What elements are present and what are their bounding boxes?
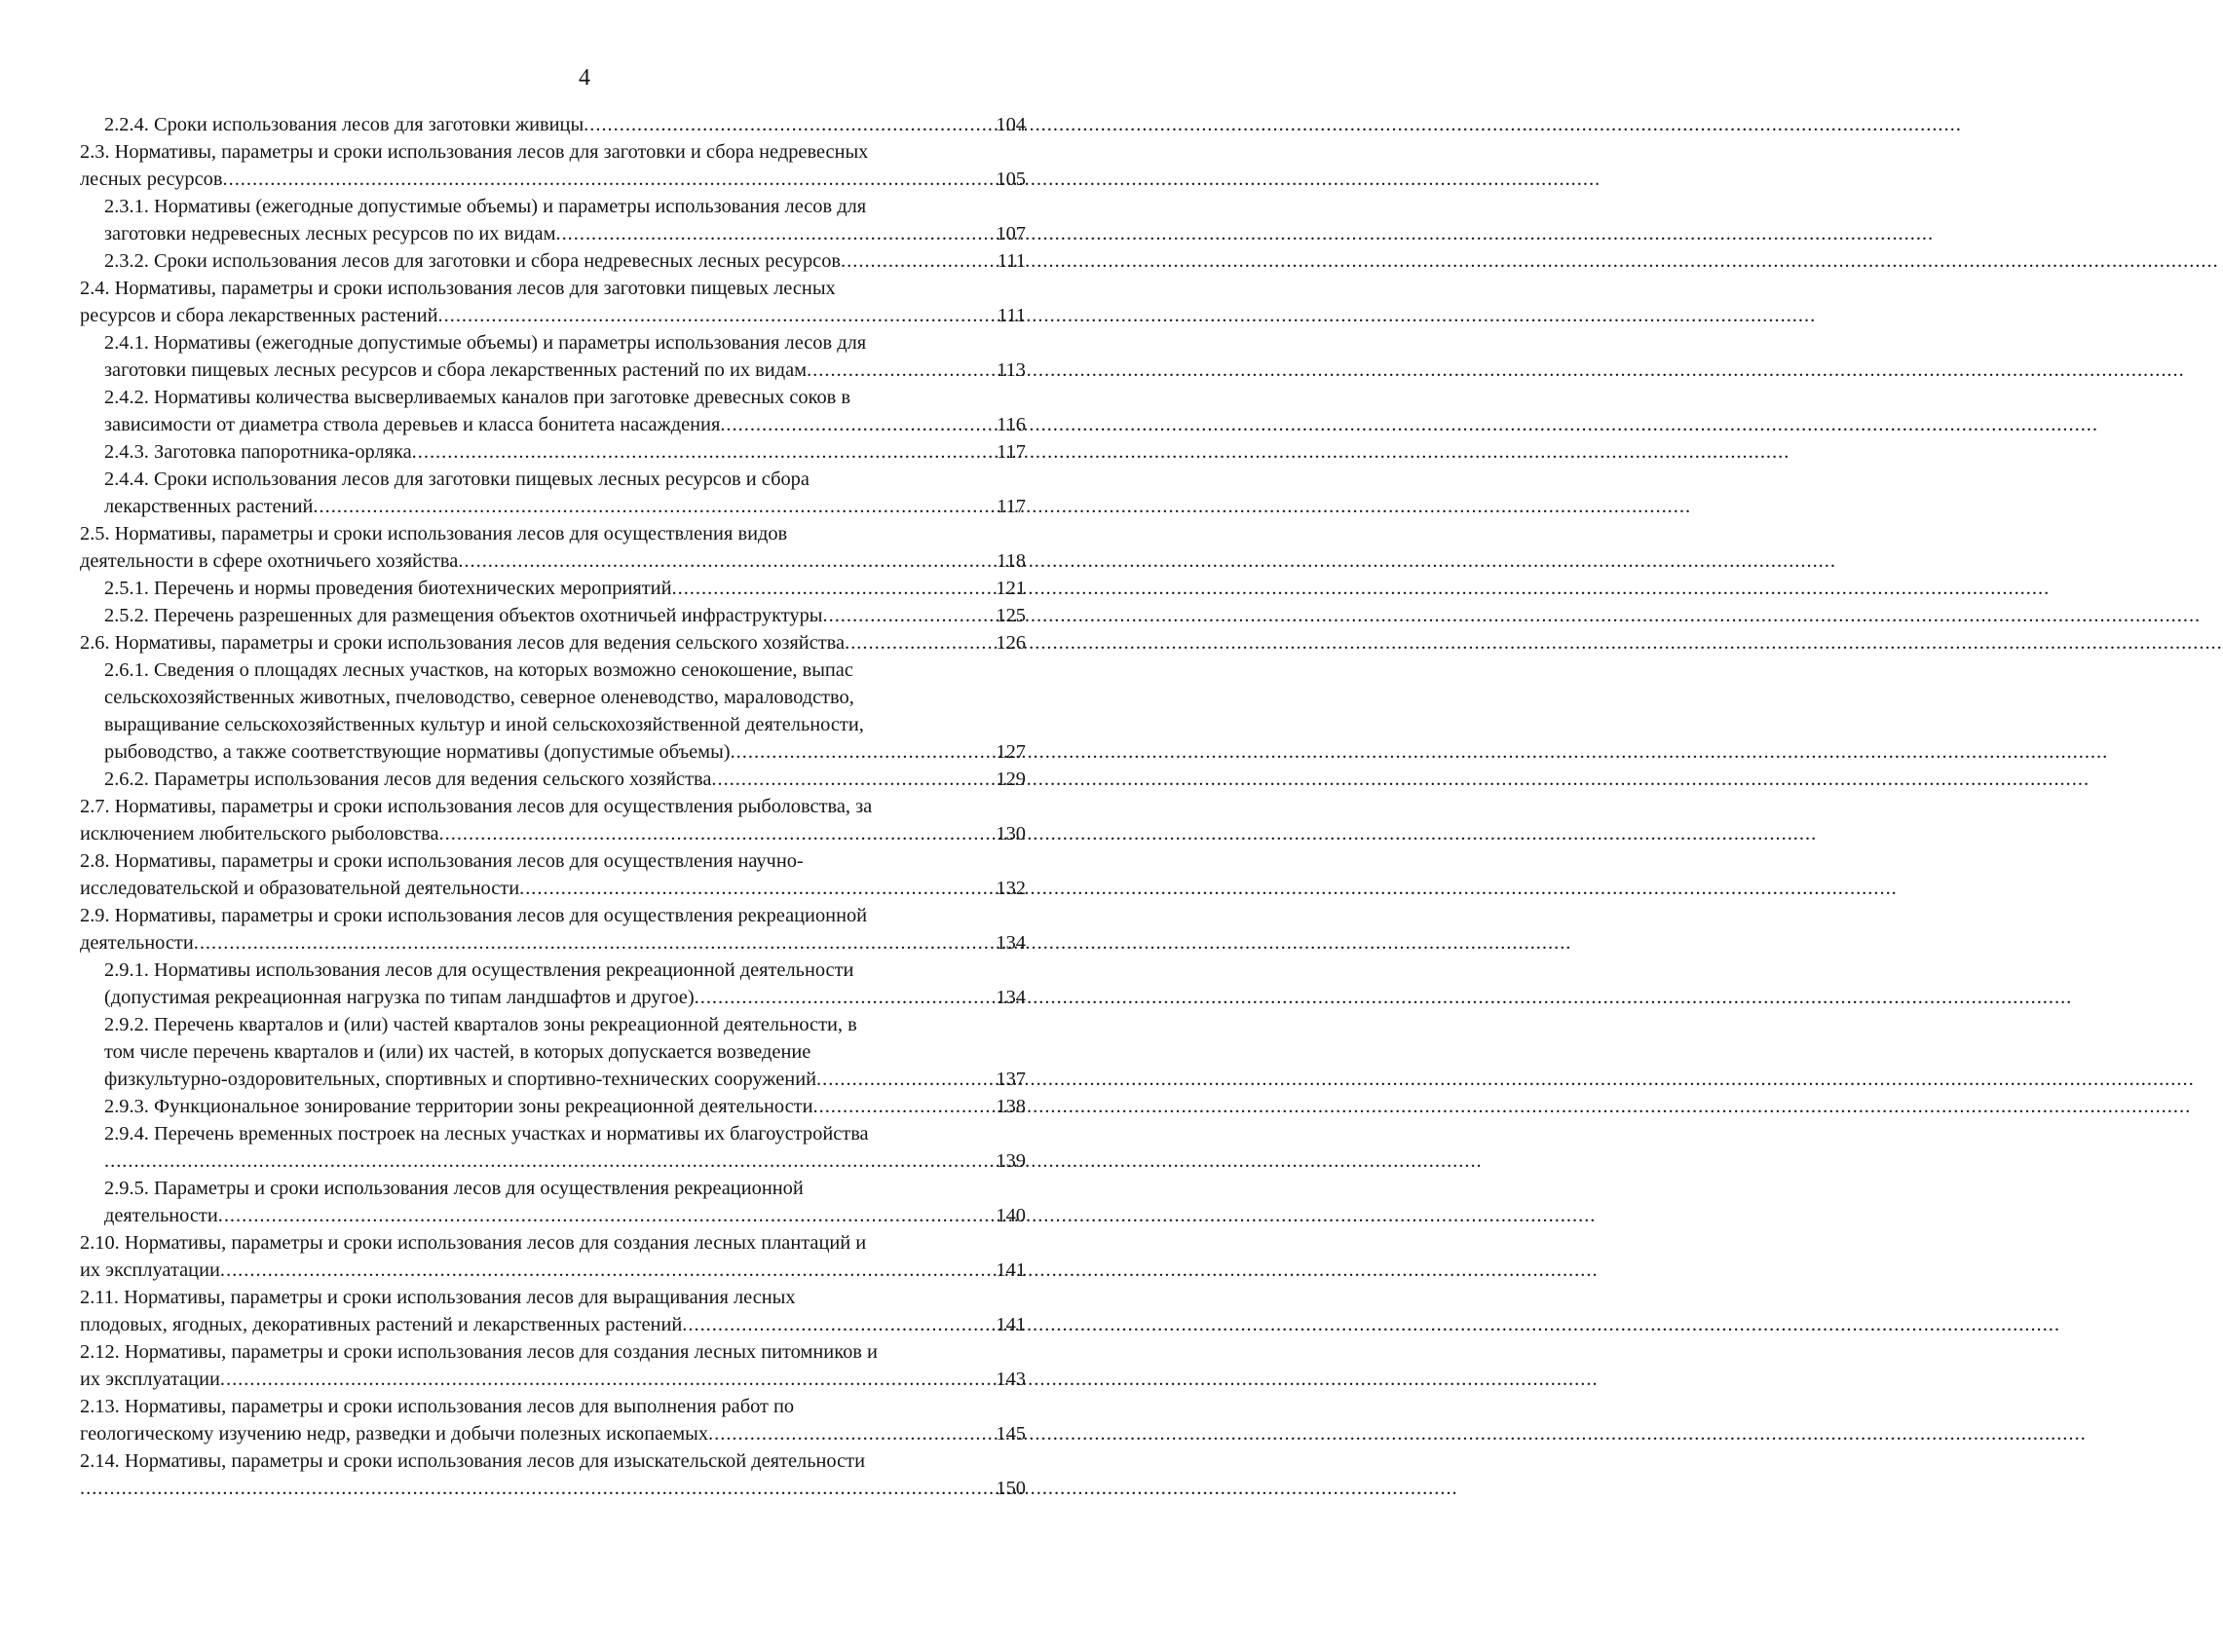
toc-entry-text: 2.6.2. Параметры использования лесов для ведения сельского хозяйства	[104, 769, 712, 790]
toc-entry-text: сельскохозяйственных животных, пчеловодство, северное оленеводство, мараловодство,	[104, 687, 854, 708]
toc-entry[interactable]	[80, 657, 1026, 766]
toc-entry-text: 2.2.4. Сроки использования лесов для заготовки живицы	[104, 114, 584, 135]
toc-page-number: 118	[997, 550, 1026, 572]
dot-leader	[845, 629, 996, 657]
toc-entry-text: лекарственных растений	[104, 496, 314, 517]
toc-page-number: 141	[996, 1259, 1026, 1281]
toc-page-number: 107	[996, 223, 1026, 244]
toc-page-number: 113	[997, 359, 1026, 381]
toc-entry-text: лесных ресурсов	[80, 169, 223, 190]
dot-leader	[731, 738, 997, 766]
toc-page-number: 116	[997, 414, 1026, 435]
toc-entry[interactable]	[80, 193, 1026, 247]
toc-entry-text: исследовательской и образовательной деятельности	[80, 878, 520, 899]
toc-entry[interactable]	[80, 1011, 1026, 1093]
toc-entry[interactable]	[80, 1447, 1026, 1502]
toc-entry-text: плодовых, ягодных, декоративных растений и лекарственных растений	[80, 1314, 683, 1335]
toc-entry-text: физкультурно-оздоровительных, спортивных и спортивно-технических сооружений	[104, 1069, 817, 1090]
toc-entry-text: 2.9.3. Функциональное зонирование территории зоны рекреационной деятельности	[104, 1096, 813, 1117]
toc-entry[interactable]	[80, 438, 1026, 466]
toc-entry[interactable]	[80, 384, 1026, 438]
dot-leader	[555, 220, 996, 247]
toc-entry-text: геологическому изучению недр, разведки и добычи полезных ископаемых	[80, 1423, 709, 1445]
page-number: 4	[579, 65, 590, 91]
toc-entry[interactable]	[80, 1229, 1026, 1284]
toc-entry-text: их эксплуатации	[80, 1259, 220, 1281]
toc-entry[interactable]	[80, 1093, 1026, 1120]
dot-leader	[807, 357, 997, 384]
table-of-contents	[80, 111, 1026, 1502]
toc-page-number: 111	[997, 305, 1026, 326]
toc-entry-text: 2.7. Нормативы, параметры и сроки использования лесов для осуществления рыболовства, за	[80, 796, 873, 817]
toc-entry[interactable]	[80, 275, 1026, 329]
toc-entry[interactable]	[80, 1338, 1026, 1393]
toc-entry[interactable]	[80, 1284, 1026, 1338]
toc-page-number: 117	[997, 441, 1026, 463]
toc-page-number: 121	[996, 578, 1026, 599]
dot-leader	[519, 875, 996, 902]
toc-page-number: 143	[996, 1369, 1026, 1390]
toc-page-number: 104	[996, 114, 1026, 135]
toc-entry-text: 2.11. Нормативы, параметры и сроки использования лесов для выращивания лесных	[80, 1287, 796, 1308]
toc-entry[interactable]	[80, 247, 1026, 275]
dot-leader	[458, 547, 997, 575]
dot-leader	[220, 1366, 997, 1393]
dot-leader	[218, 1202, 997, 1229]
toc-entry-text: 2.6. Нормативы, параметры и сроки использования лесов для ведения сельского хозяйства	[80, 632, 846, 654]
toc-entry-text: 2.4.1. Нормативы (ежегодные допустимые объемы) и параметры использования лесов для	[104, 332, 867, 354]
dot-leader	[584, 111, 996, 138]
toc-page-number: 141	[996, 1314, 1026, 1335]
toc-entry-text: 2.8. Нормативы, параметры и сроки использования лесов для осуществления научно-	[80, 850, 804, 872]
toc-page-number: 139	[996, 1150, 1026, 1172]
toc-page-number: 145	[996, 1423, 1026, 1445]
dot-leader	[823, 602, 997, 629]
toc-entry[interactable]	[80, 466, 1026, 520]
toc-entry-text: 2.5.2. Перечень разрешенных для размещения объектов охотничьей инфраструктуры	[104, 605, 823, 626]
dot-leader	[412, 438, 998, 466]
toc-entry-text: 2.6.1. Сведения о площадях лесных участков, на которых возможно сенокошение, выпас	[104, 659, 853, 681]
toc-entry-text: 2.3.1. Нормативы (ежегодные допустимые объемы) и параметры использования лесов для	[104, 196, 867, 217]
dot-leader	[439, 820, 997, 847]
toc-page-number: 132	[996, 878, 1026, 899]
toc-entry[interactable]	[80, 957, 1026, 1011]
toc-entry-text: 2.4.2. Нормативы количества высверливаемых каналов при заготовке древесных соков в	[104, 387, 851, 408]
toc-entry[interactable]	[80, 1393, 1026, 1447]
toc-page-number: 140	[996, 1205, 1026, 1226]
dot-leader	[104, 1147, 996, 1175]
toc-page-number: 129	[996, 769, 1026, 790]
toc-entry[interactable]	[80, 575, 1026, 602]
toc-entry-text: 2.5. Нормативы, параметры и сроки использования лесов для осуществления видов	[80, 523, 788, 544]
toc-entry-text: 2.9.4. Перечень временных построек на лесных участках и нормативы их благоустройства	[104, 1123, 869, 1145]
toc-entry-text: деятельности	[80, 932, 194, 954]
toc-entry-text: их эксплуатации	[80, 1369, 220, 1390]
toc-entry-text: 2.4.3. Заготовка папоротника-орляка	[104, 441, 412, 463]
dot-leader	[682, 1311, 996, 1338]
dot-leader	[711, 766, 996, 793]
toc-entry-text: 2.5.1. Перечень и нормы проведения биотехнических мероприятий	[104, 578, 672, 599]
toc-entry[interactable]	[80, 602, 1026, 629]
dot-leader	[720, 411, 997, 438]
toc-entry-text: заготовки недревесных лесных ресурсов по их видам	[104, 223, 556, 244]
dot-leader	[841, 247, 998, 275]
toc-entry-text: 2.14. Нормативы, параметры и сроки использования лесов для изыскательской деятельности	[80, 1450, 865, 1472]
dot-leader	[438, 302, 998, 329]
toc-entry-text: 2.9.1. Нормативы использования лесов для осуществления рекреационной деятельности	[104, 959, 854, 981]
toc-entry-text: 2.9.5. Параметры и сроки использования лесов для осуществления рекреационной	[104, 1178, 804, 1199]
toc-page-number: 137	[996, 1069, 1026, 1090]
toc-entry-text: 2.9.2. Перечень кварталов и (или) частей кварталов зоны рекреационной деятельности, в	[104, 1014, 857, 1035]
toc-entry-text: 2.4.4. Сроки использования лесов для заготовки пищевых лесных ресурсов и сбора	[104, 469, 810, 490]
toc-entry-text: 2.9. Нормативы, параметры и сроки использования лесов для осуществления рекреационной	[80, 905, 868, 926]
toc-entry-text: (допустимая рекреационная нагрузка по типам ландшафтов и другое)	[104, 987, 695, 1008]
toc-page-number: 138	[996, 1096, 1026, 1117]
toc-page-number: 126	[996, 632, 1026, 654]
toc-page-number: 111	[997, 250, 1026, 272]
toc-entry[interactable]	[80, 847, 1026, 902]
toc-page-number: 130	[996, 823, 1026, 845]
toc-entry[interactable]	[80, 629, 1026, 657]
dot-leader	[313, 493, 997, 520]
toc-page-number: 134	[996, 932, 1026, 954]
toc-page-number: 150	[996, 1478, 1026, 1499]
toc-entry-text: 2.3.2. Сроки использования лесов для заготовки и сбора недревесных лесных ресурсов	[104, 250, 842, 272]
toc-entry[interactable]	[80, 902, 1026, 957]
dot-leader	[672, 575, 997, 602]
dot-leader	[813, 1093, 997, 1120]
dot-leader	[80, 1475, 996, 1502]
toc-entry-text: ресурсов и сбора лекарственных растений	[80, 305, 438, 326]
dot-leader	[695, 984, 997, 1011]
toc-page-number: 125	[996, 605, 1026, 626]
dot-leader	[220, 1257, 997, 1284]
toc-entry-text: 2.12. Нормативы, параметры и сроки использования лесов для создания лесных питомников и	[80, 1341, 878, 1363]
toc-entry[interactable]	[80, 766, 1026, 793]
toc-entry[interactable]	[80, 1120, 1026, 1175]
toc-page-number: 134	[996, 987, 1026, 1008]
toc-entry-text: выращивание сельскохозяйственных культур и иной сельскохозяйственной деятельности,	[104, 714, 864, 735]
dot-leader	[708, 1420, 996, 1447]
toc-page-number: 117	[997, 496, 1026, 517]
toc-entry-text: 2.10. Нормативы, параметры и сроки использования лесов для создания лесных плантаций и	[80, 1232, 867, 1254]
toc-entry[interactable]	[80, 520, 1026, 575]
toc-entry-text: 2.13. Нормативы, параметры и сроки использования лесов для выполнения работ по	[80, 1396, 795, 1417]
dot-leader	[194, 929, 997, 957]
dot-leader	[816, 1066, 996, 1093]
toc-entry-text: 2.4. Нормативы, параметры и сроки использования лесов для заготовки пищевых лесных	[80, 278, 836, 299]
toc-entry-text: 2.3. Нормативы, параметры и сроки использования лесов для заготовки и сбора недревесных	[80, 141, 869, 163]
toc-page-number: 127	[996, 741, 1026, 763]
toc-entry[interactable]	[80, 793, 1026, 847]
toc-entry[interactable]	[80, 111, 1026, 138]
toc-entry-text: исключением любительского рыболовства	[80, 823, 439, 845]
toc-entry[interactable]	[80, 329, 1026, 384]
toc-page-number: 105	[996, 169, 1026, 190]
toc-entry-text: рыбоводство, а также соответствующие нормативы (допустимые объемы)	[104, 741, 731, 763]
toc-entry-text: деятельности	[104, 1205, 218, 1226]
toc-entry[interactable]	[80, 1175, 1026, 1229]
toc-entry-text: зависимости от диаметра ствола деревьев и класса бонитета насаждения	[104, 414, 721, 435]
toc-entry-text: заготовки пищевых лесных ресурсов и сбора лекарственных растений по их видам	[104, 359, 808, 381]
toc-entry-text: деятельности в сфере охотничьего хозяйства	[80, 550, 459, 572]
dot-leader	[223, 166, 997, 193]
toc-entry-text: том числе перечень кварталов и (или) их частей, в которых допускается возведение	[104, 1041, 811, 1063]
toc-entry[interactable]	[80, 138, 1026, 193]
